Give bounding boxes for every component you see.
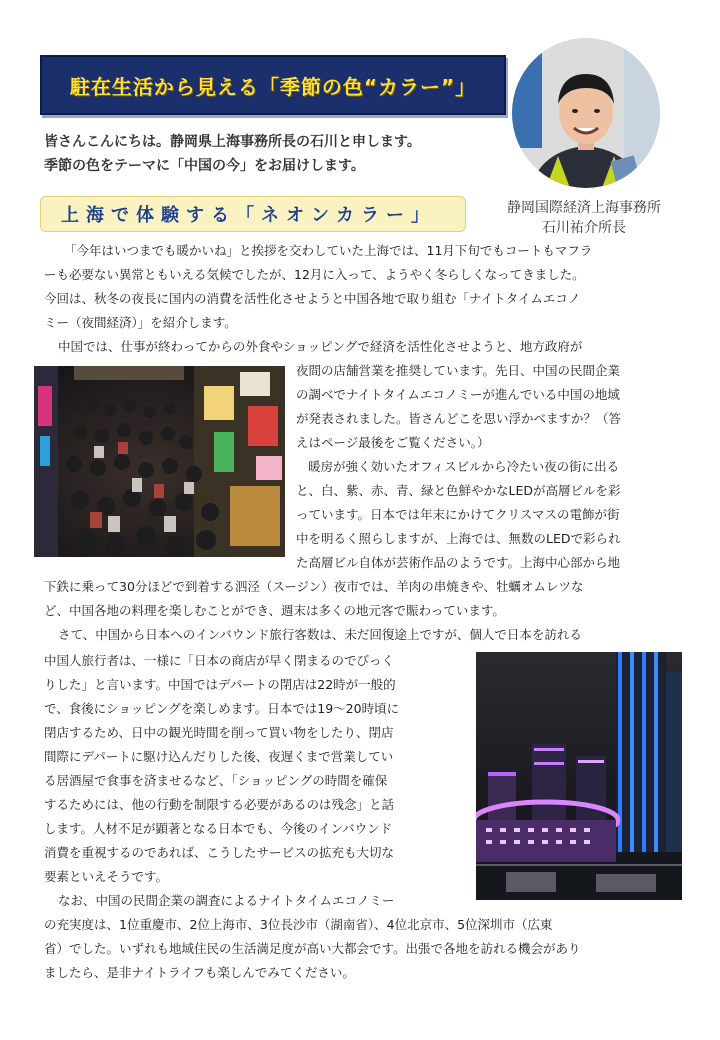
greeting bbox=[44, 130, 494, 178]
section-heading-box bbox=[40, 196, 466, 232]
title-banner bbox=[40, 55, 506, 115]
body-line: と、白、紫、赤、青、緑と色鮮やかなLEDが高層ビルを彩 bbox=[296, 483, 621, 498]
neon-skyline-photo bbox=[476, 652, 682, 900]
author-org: 静岡国際経済上海事務所 bbox=[507, 200, 661, 216]
greeting-line: 皆さんこんにちは。静岡県上海事務所長の石川と申します。 bbox=[44, 134, 421, 150]
body-line: 夜間の店舗営業を推奨しています。先日、中国の民間企業 bbox=[296, 363, 621, 378]
body-line: 今回は、秋冬の夜長に国内の消費を活性化させようと中国各地で取り組む「ナイトタイムエコノ bbox=[44, 291, 581, 306]
body-line: りした」と言います。中国ではデパートの閉店は22時が一般的 bbox=[44, 677, 396, 692]
body-line: っています。日本では年末にかけてクリスマスの電飾が街 bbox=[296, 507, 620, 522]
body-line: ど、中国各地の料理を楽しむことができ、週末は多くの地元客で賑わっています。 bbox=[44, 603, 505, 618]
author-name: 石川祐介所長 bbox=[542, 220, 626, 236]
body-line: 下鉄に乗って30分ほどで到着する泗泾（スージン）夜市では、羊肉の串焼きや、牡蠣オムレツな bbox=[44, 579, 584, 594]
section-heading: 上海で体験する「ネオンカラー」 bbox=[61, 205, 436, 226]
body-line: の調べでナイトタイムエコノミーが進んでいる中国の地域 bbox=[296, 387, 620, 402]
night-market-image bbox=[34, 366, 285, 557]
body-line: 消費を重視するのであれば、こうしたサービスの拡充も大切な bbox=[44, 845, 395, 860]
night-market-photo bbox=[34, 366, 285, 557]
body-line: 省）でした。いずれも地域住民の生活満足度が高い大都会です。出張で各地を訪れる機会があり bbox=[44, 941, 581, 956]
body-line: ましたら、是非ナイトライフも楽しんでみてください。 bbox=[44, 965, 355, 980]
body-line: ミー（夜間経済）」を紹介します。 bbox=[44, 315, 237, 330]
body-line: えはページ最後をご覧ください。） bbox=[296, 435, 490, 450]
page-title: 駐在生活から見える「季節の色“カラー”」 bbox=[69, 74, 477, 99]
body-line: が発表されました。皆さんどこを思い浮かべますか？（答 bbox=[296, 411, 622, 426]
body-line: します。人材不足が顕著となる日本でも、今後のインバウンド bbox=[44, 821, 393, 836]
body-line: 閉店するため、日中の観光時間を削って買い物をしたり、閉店 bbox=[44, 725, 394, 740]
body-line: 中国では、仕事が終わってからの外食やショッピングで経済を活性化させようと、地方政府が bbox=[58, 339, 583, 354]
body-line: 間際にデパートに駆け込んだりした後、夜遅くまで営業してい bbox=[44, 749, 394, 764]
body-line: さて、中国から日本へのインバウンド旅行客数は、未だ回復途上ですが、個人で日本を訪れる bbox=[58, 627, 582, 642]
body-line: するためには、他の行動を制限する必要があるのは残念」と話 bbox=[44, 797, 395, 812]
greeting-line: 季節の色をテーマに「中国の今」をお届けします。 bbox=[44, 158, 365, 174]
author-portrait bbox=[512, 38, 660, 188]
body-line: なお、中国の民間企業の調査によるナイトタイムエコノミー bbox=[58, 893, 395, 908]
author-affiliation bbox=[478, 198, 690, 238]
body-line: 暖房が強く効いたオフィスビルから冷たい夜の街に出る bbox=[308, 459, 620, 474]
body-line: の充実度は、1位重慶市、2位上海市、3位長沙市（湖南省）、4位北京市、5位深圳市（広東 bbox=[44, 917, 553, 932]
portrait-illustration bbox=[512, 38, 660, 188]
body-line: 要素といえそうです。 bbox=[44, 869, 169, 884]
body-line: ーも必要ない異常ともいえる気候でしたが、12月に入って、ようやく冬らしくなってきました。 bbox=[44, 267, 585, 282]
body-line: 中を明るく照らしますが、上海では、無数のLEDで彩られ bbox=[296, 531, 621, 546]
body-line: 中国人旅行者は、一様に「日本の商店が早く閉まるのでびっく bbox=[44, 653, 395, 668]
body-line: 「今年はいつまでも暖かいね」と挨拶を交わしていた上海では、11月下旬でもコートもマフラ bbox=[64, 243, 593, 258]
neon-skyline-image bbox=[476, 652, 682, 900]
body-line: で、食後にショッピングを楽しめます。日本では19〜20時頃に bbox=[44, 701, 400, 716]
body-line: た高層ビル自体が芸術作品のようです。上海中心部から地 bbox=[296, 555, 621, 570]
body-line: る居酒屋で食事を済ませるなど、「ショッピングの時間を確保 bbox=[44, 773, 388, 788]
